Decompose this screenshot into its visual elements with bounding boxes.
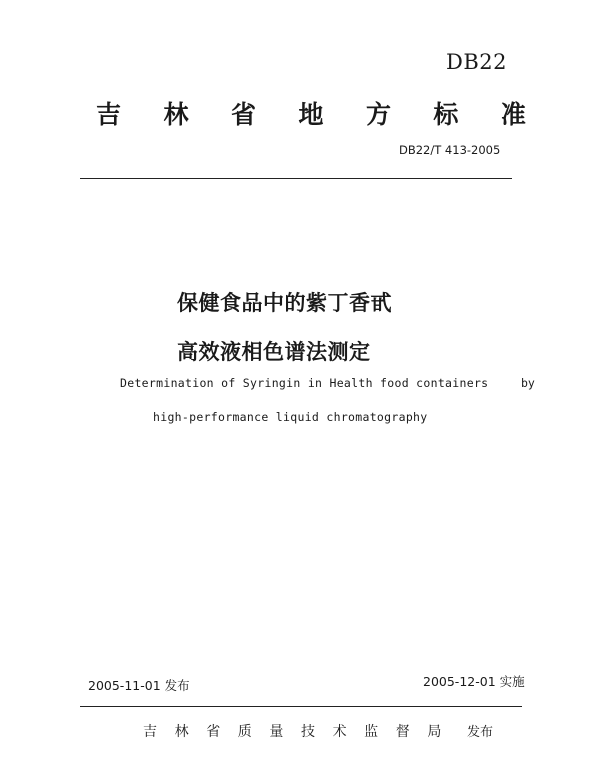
standard-number: DB22/T 413-2005 [399,143,501,157]
footer-divider [80,706,522,707]
standard-type-char: 方 [365,100,391,129]
standard-type-char: 吉 [96,100,122,129]
issue-date: 2005-11-01 发布 [88,678,190,693]
issuer-char: 省 [206,724,221,740]
issuer-char: 技 [300,724,315,740]
issuer-char: 局 [427,724,442,740]
english-title-line-1-tail: by [521,376,535,390]
english-title-line-1: Determination of Syringin in Health food containers [120,376,489,390]
chinese-title-line-2: 高效液相色谱法测定 [177,340,371,364]
issuer-char: 质 [237,724,252,740]
standard-type-char: 地 [298,100,324,129]
standard-type-char: 标 [433,100,459,129]
standard-type-title [96,95,526,131]
header-divider [80,178,512,179]
db-code: DB22 [446,50,507,74]
issuer-char: 吉 [143,724,157,740]
issuer-char: 术 [332,724,347,740]
issuer-char: 林 [174,724,189,740]
issuing-authority [143,721,493,741]
standard-type-char: 林 [163,100,189,129]
chinese-title-line-1: 保健食品中的紫丁香甙 [177,291,392,315]
issuer-char: 量 [269,724,284,740]
implementation-date: 2005-12-01 实施 [423,674,525,689]
issuer-char: 监 [364,724,379,740]
english-title-line-2: high-performance liquid chromatography [153,410,428,424]
standard-type-char: 省 [230,100,256,129]
issuer-char: 督 [395,724,410,740]
standard-type-char: 准 [500,100,526,129]
issuer-action: 发布 [466,725,493,740]
